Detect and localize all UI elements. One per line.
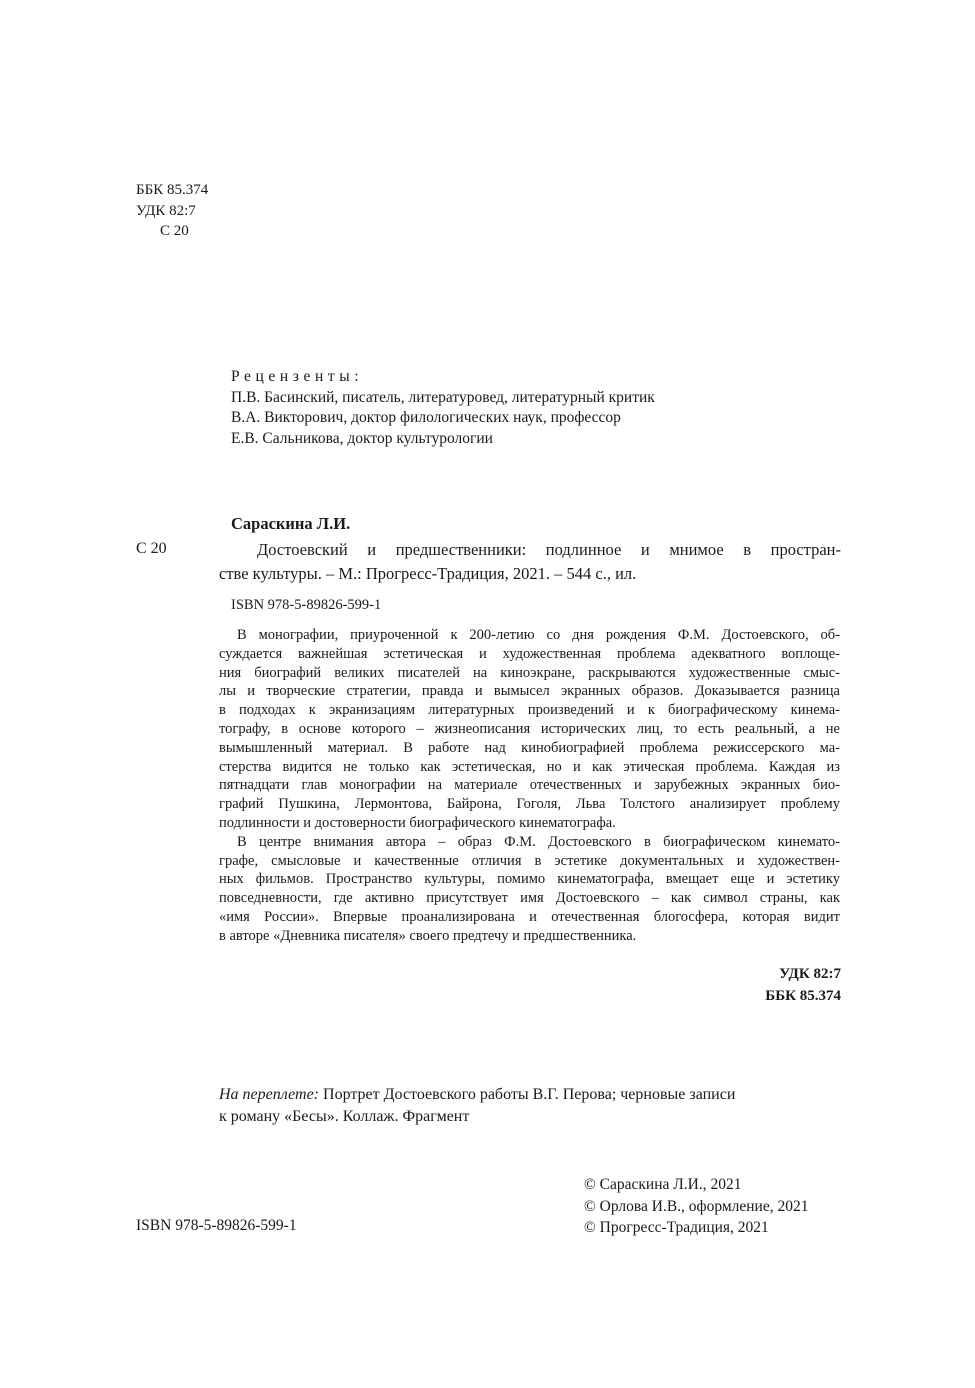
reviewers-block <box>231 367 655 449</box>
abstract-line: суждается важнейшая эстетическая и художественная проблема адекватного воплоще- <box>219 645 840 662</box>
author-name: Сараскина Л.И. <box>231 514 351 533</box>
abstract <box>219 626 840 946</box>
abstract-line: ных фильмов. Пространство культуры, помимо кинематографа, вмещает еще и эстетику <box>219 871 840 888</box>
title-line: Достоевский и предшественники: подлинное и мнимое в простран- <box>257 540 841 559</box>
binding-text: Портрет Достоевского работы В.Г. Перова; черновые записи <box>319 1086 736 1103</box>
bbk-code: ББК 85.374 <box>136 182 209 198</box>
abstract-line: в авторе «Дневника писателя» своего предтечу и предшественника. <box>219 927 637 944</box>
abstract-paragraph-1 <box>219 626 840 833</box>
reviewer-item: В.А. Викторович, доктор филологических наук, профессор <box>231 409 621 426</box>
reviewer-item: Е.В. Сальникова, доктор культурологии <box>231 429 493 447</box>
title-line: стве культуры. – М.: Прогресс-Традиция, 2021. – 544 с., ил. <box>219 564 637 583</box>
abstract-line: ния биографий великих писателей на киноэкране, раскрываются художественные смыс- <box>219 664 840 681</box>
binding-text-line2: к роману «Бесы». Коллаж. Фрагмент <box>219 1108 470 1125</box>
binding-note <box>219 1084 819 1128</box>
isbn-top: ISBN 978-5-89826-599-1 <box>231 597 382 613</box>
abstract-line: подлинности и достоверности биографического кинематографа. <box>219 814 616 831</box>
binding-label: На переплете: <box>219 1086 320 1103</box>
abstract-line: пятнадцати глав монографии на материале отечественных и зарубежных экранных био- <box>219 777 840 794</box>
abstract-line: повседневности, где активно присутствует имя Достоевского – как символ страны, как <box>219 890 840 907</box>
abstract-line: графе, смысловые и качественные отличия в эстетике документальных и художествен- <box>219 852 840 869</box>
abstract-line: стерства видится не только как эстетическая, но и как этическая проблема. Каждая из <box>219 758 840 775</box>
copyright-block <box>584 1174 808 1239</box>
abstract-line: вымышленный материал. В работе над кинобиографией проблема режиссерского ма- <box>219 739 840 756</box>
index-bbk: ББК 85.374 <box>765 987 841 1004</box>
copyright-line: © Орлова И.В., оформление, 2021 <box>584 1197 809 1215</box>
abstract-line: В центре внимания автора – образ Ф.М. Достоевского в биографическом кинемато- <box>237 833 840 850</box>
abstract-line: «имя России». Впервые проанализирована и отечественная блогосфера, которая видит <box>219 908 840 925</box>
author-mark: С 20 <box>160 223 189 239</box>
udk-code: УДК 82:7 <box>136 202 196 219</box>
margin-author-mark: С 20 <box>136 540 167 557</box>
abstract-line: лы и творческие стратегии, правда и вымысел экранных образов. Доказывается разница <box>219 683 840 700</box>
abstract-paragraph-2 <box>219 833 840 946</box>
reviewers-heading: Рецензенты: <box>231 368 364 385</box>
abstract-line: В монографии, приуроченной к 200-летию со дня рождения Ф.М. Достоевского, об- <box>237 627 840 643</box>
index-codes <box>765 964 841 1007</box>
classification-codes <box>136 180 208 242</box>
copyright-line: © Сараскина Л.И., 2021 <box>584 1176 742 1193</box>
abstract-line: графий Пушкина, Лермонтова, Байрона, Гоголя, Льва Толстого анализирует проблему <box>219 796 840 813</box>
isbn-bottom: ISBN 978-5-89826-599-1 <box>136 1217 297 1234</box>
abstract-line: в подходах к экранизациям литературных произведений и к биографическому кинема- <box>219 702 840 719</box>
copyright-line: © Прогресс-Традиция, 2021 <box>584 1219 769 1236</box>
index-udk: УДК 82:7 <box>779 966 841 982</box>
book-title-description <box>219 538 841 586</box>
abstract-line: тографу, в основе которого – жизнеописания исторических лиц, то есть реальный, а не <box>219 720 840 737</box>
reviewer-item: П.В. Басинский, писатель, литературовед, литературный критик <box>231 388 655 406</box>
